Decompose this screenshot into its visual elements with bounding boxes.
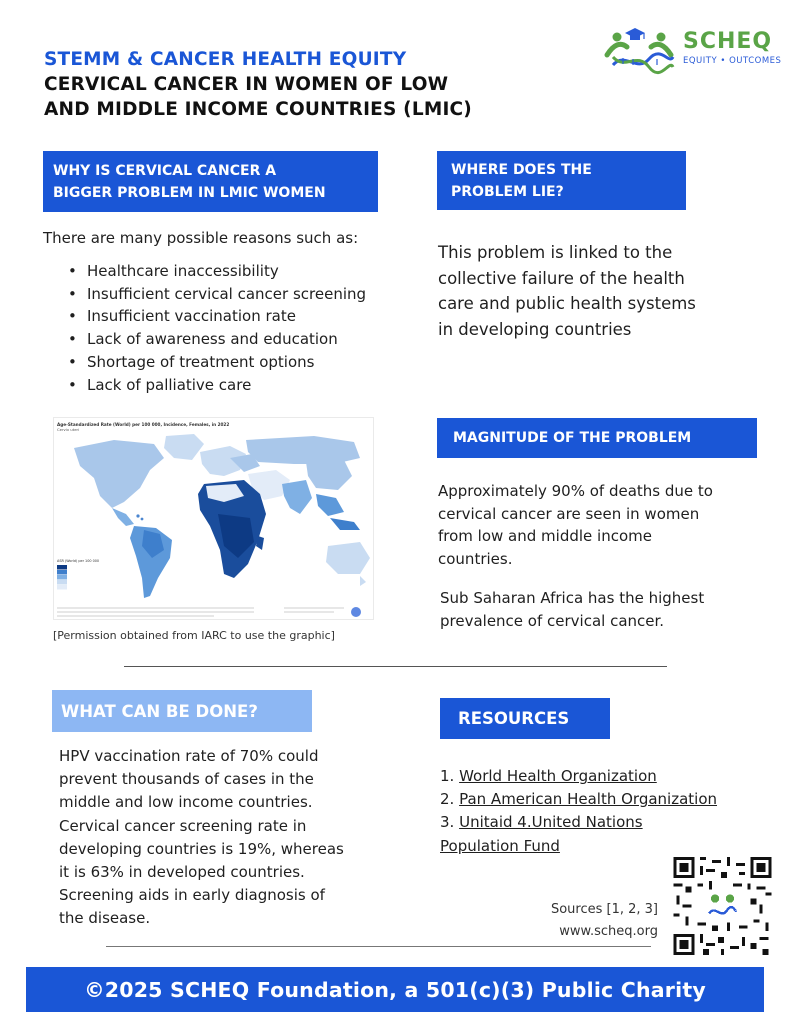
magnitude-body-2 xyxy=(440,587,760,632)
resource-link-who[interactable]: World Health Organization xyxy=(459,767,657,785)
world-map-graphic xyxy=(54,418,374,620)
reason-item: • Insufficient vaccination rate xyxy=(68,305,366,328)
logo-tagline: EQUITY • OUTCOMES xyxy=(683,56,782,66)
what-body-line: it is 63% in developed countries. xyxy=(59,863,305,882)
resource-number: 2. xyxy=(440,790,455,809)
magnitude-body2-line: Sub Saharan Africa has the highest xyxy=(440,589,705,607)
where-heading-box xyxy=(437,151,686,210)
why-heading-box xyxy=(43,151,378,212)
map-caption: [Permission obtained from IARC to use the graphic] xyxy=(53,629,335,642)
resource-number: 1. xyxy=(440,767,455,785)
resource-number: 3. xyxy=(440,813,455,832)
magnitude-body2-line: prevalence of cervical cancer. xyxy=(440,611,665,630)
sources-block xyxy=(530,899,658,943)
reason-item: • Lack of palliative care xyxy=(68,374,366,397)
qr-code-icon xyxy=(673,857,772,955)
why-heading-line1: WHY IS CERVICAL CANCER A xyxy=(53,162,277,179)
resources-heading-box xyxy=(440,698,610,739)
where-heading-line2: PROBLEM LIE? xyxy=(451,183,564,200)
what-body-line: Screening aids in early diagnosis of xyxy=(59,886,325,905)
why-heading-line2: BIGGER PROBLEM IN LMIC WOMEN xyxy=(53,184,326,201)
reason-item: • Healthcare inaccessibility xyxy=(68,260,366,283)
resource-item-3b xyxy=(440,835,717,858)
resource-link-unitaid[interactable]: Unitaid 4.United Nations xyxy=(459,813,643,832)
magnitude-heading: MAGNITUDE OF THE PROBLEM xyxy=(453,430,692,446)
where-body-line: collective failure of the health xyxy=(438,268,685,288)
what-body-line: prevent thousands of cases in the xyxy=(59,770,314,789)
section-divider xyxy=(124,666,667,667)
page-kicker: STEMM & CANCER HEALTH EQUITY xyxy=(44,49,407,70)
reason-item: • Shortage of treatment options xyxy=(68,351,366,374)
reason-item: • Insufficient cervical cancer screening xyxy=(68,283,366,306)
where-heading-line1: WHERE DOES THE xyxy=(451,161,592,178)
where-body xyxy=(438,240,758,342)
magnitude-body-line: countries. xyxy=(438,549,513,568)
map-title: Age-Standardized Rate (World) per 100 000, Incidence, Females, in 2022 xyxy=(57,422,230,427)
resource-item-2 xyxy=(440,788,717,811)
website-url: www.scheq.org xyxy=(559,924,658,939)
what-body-line: developing countries is 19%, whereas xyxy=(59,839,344,858)
resource-item-3 xyxy=(440,811,717,834)
world-incidence-map xyxy=(53,417,374,620)
reasons-list xyxy=(68,260,366,396)
logo-wordmark: SCHEQ xyxy=(683,29,773,54)
scheq-logo xyxy=(603,25,782,75)
magnitude-body-line: from low and middle income xyxy=(438,527,652,545)
what-body-line: Cervical cancer screening rate in xyxy=(59,816,307,835)
magnitude-body-line: cervical cancer are seen in women xyxy=(438,504,700,523)
page-title-line1: CERVICAL CANCER IN WOMEN OF LOW xyxy=(44,74,449,95)
what-body-line: the disease. xyxy=(59,909,151,928)
map-legend-title: ASR (World) per 100 000 xyxy=(57,559,100,563)
map-subtitle: Cervix uteri xyxy=(57,427,80,432)
where-body-line: care and public health systems xyxy=(438,294,696,313)
magnitude-body xyxy=(438,480,758,570)
what-heading: WHAT CAN BE DONE? xyxy=(61,701,258,721)
scheq-logo-icon xyxy=(603,25,679,75)
reason-item: • Lack of awareness and education xyxy=(68,328,366,351)
resources-list xyxy=(440,765,717,858)
resource-link-paho[interactable]: Pan American Health Organization xyxy=(459,790,718,809)
what-body xyxy=(59,745,369,931)
what-body-line: middle and low income countries. xyxy=(59,793,313,812)
resource-link-unfpa[interactable]: Population Fund xyxy=(440,836,560,855)
sources-label: Sources [1, 2, 3] xyxy=(550,902,658,917)
magnitude-heading-box xyxy=(437,418,757,458)
where-body-line: This problem is linked to the xyxy=(438,243,673,262)
page-title-line2: AND MIDDLE INCOME COUNTRIES (LMIC) xyxy=(44,99,472,120)
resources-heading: RESOURCES xyxy=(458,709,570,728)
page-title xyxy=(44,72,472,122)
magnitude-body-line: Approximately 90% of deaths due to xyxy=(438,482,713,500)
what-body-line: HPV vaccination rate of 70% could xyxy=(59,747,319,765)
footer-divider xyxy=(106,946,651,947)
what-heading-box xyxy=(52,690,312,732)
qr-code[interactable] xyxy=(673,857,772,955)
why-intro: There are many possible reasons such as: xyxy=(43,229,359,247)
resource-item-1 xyxy=(440,765,717,788)
footer-banner xyxy=(26,967,764,1012)
footer-text: ©2025 SCHEQ Foundation, a 501(c)(3) Public Charity xyxy=(84,977,706,1002)
where-body-line: in developing countries xyxy=(438,319,632,339)
